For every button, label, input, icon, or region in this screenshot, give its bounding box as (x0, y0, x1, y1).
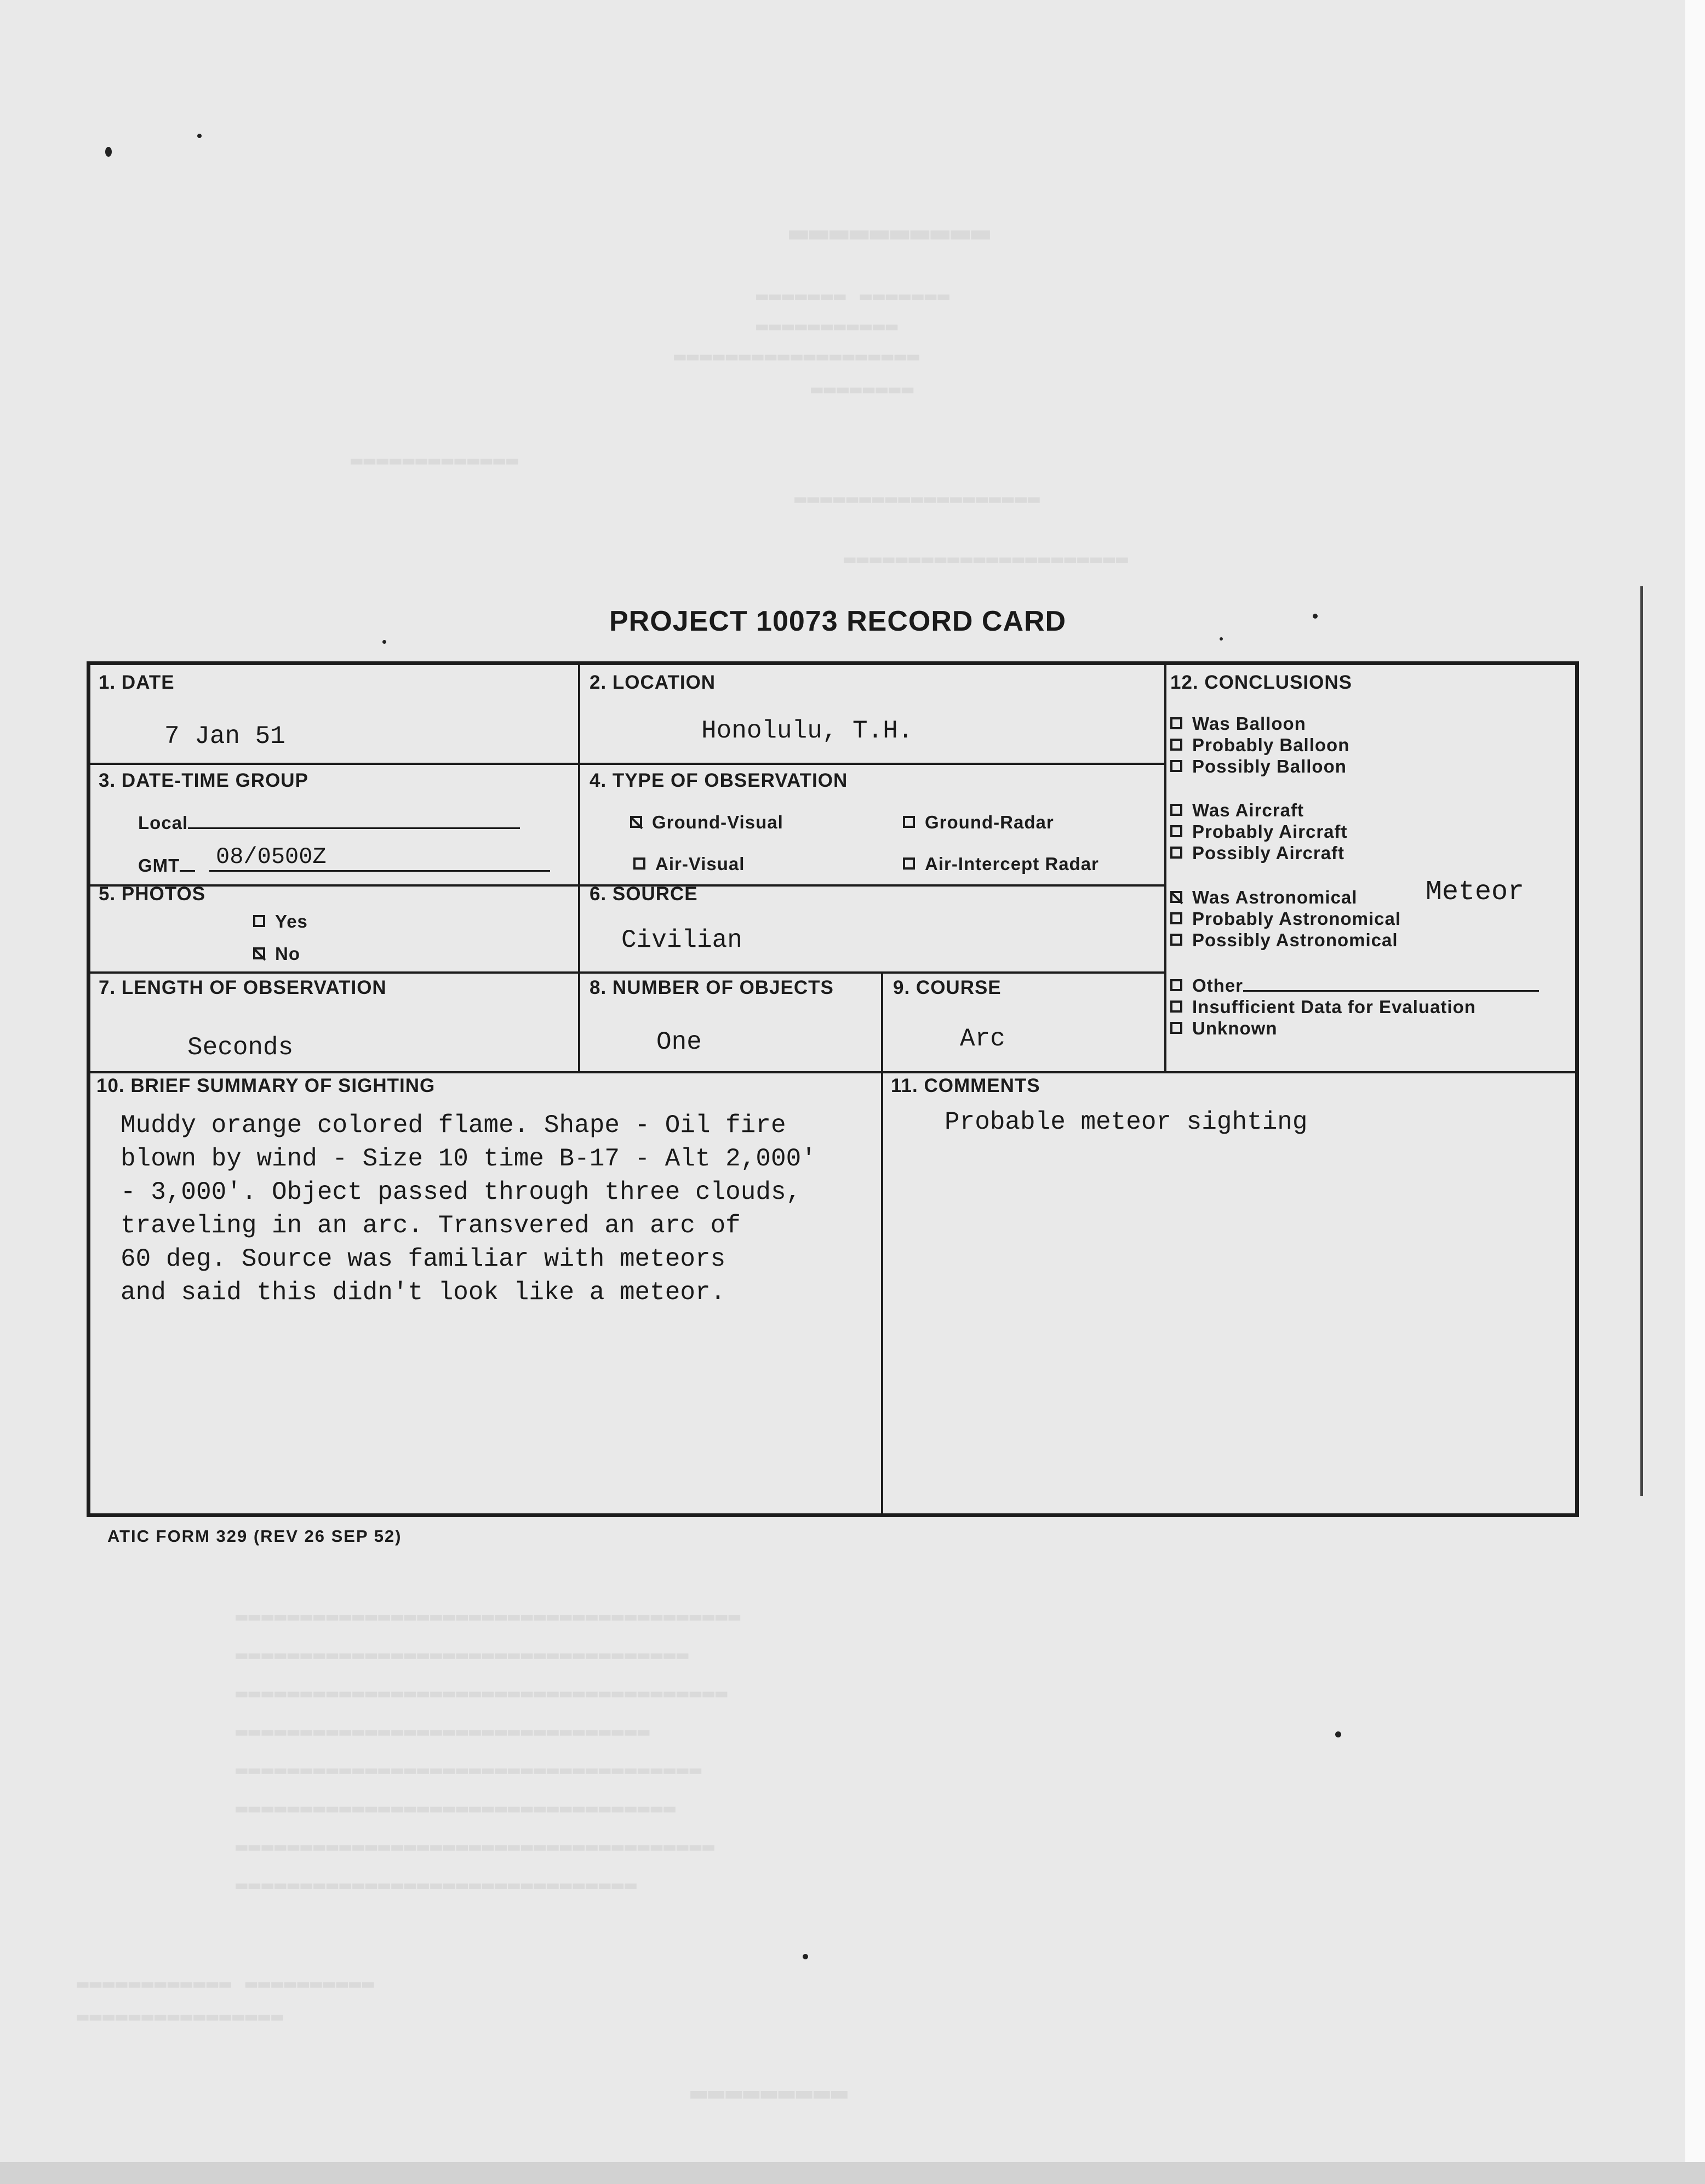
date-time-group-label: 3. DATE-TIME GROUP (99, 770, 308, 791)
row-divider (90, 763, 1164, 765)
form-number: ATIC FORM 329 (REV 26 SEP 52) (107, 1526, 402, 1546)
conclusion-option: Was Aircraft (1170, 800, 1304, 821)
summary-line: Muddy orange colored flame. Shape - Oil fire (121, 1111, 786, 1140)
conclusion-option: Possibly Aircraft (1170, 843, 1344, 864)
was-balloon-checkbox[interactable] (1170, 717, 1182, 729)
source-value: Civilian (621, 926, 742, 954)
bleed-through-text: ▬▬▬▬▬▬▬▬▬▬▬▬▬▬▬▬▬▬▬ (794, 488, 1041, 510)
conclusion-option: Possibly Balloon (1170, 756, 1347, 777)
photos-label: 5. PHOTOS (99, 883, 206, 905)
speck (105, 147, 112, 157)
bleed-through-text: ▬▬▬▬▬▬▬▬▬▬▬▬▬▬▬▬▬▬▬▬▬▬▬▬▬▬▬▬▬▬▬ (236, 1874, 638, 1896)
insufficient-data-checkbox[interactable] (1170, 1000, 1182, 1013)
conclusion-option: Was Balloon (1170, 713, 1306, 734)
bleed-through-text: ▬▬▬▬▬▬▬▬ (811, 378, 915, 401)
local-label: Local (138, 813, 188, 833)
gmt-underline (209, 855, 550, 876)
photos-option: Yes (253, 911, 308, 932)
ground-radar-checkbox[interactable] (903, 816, 915, 828)
summary-line: and said this didn't look like a meteor. (121, 1278, 726, 1307)
conclusion-option: Other (1170, 975, 1539, 996)
speck (382, 640, 386, 644)
summary-line: - 3,000'. Object passed through three clouds, (121, 1178, 802, 1207)
course-label: 9. COURSE (893, 977, 1002, 998)
row-divider (90, 971, 1164, 974)
bleed-through-text: ▬▬▬▬▬▬▬▬▬▬▬▬▬▬▬▬▬▬▬ (674, 345, 920, 368)
bleed-through-text: ▬▬▬▬▬▬▬▬▬▬▬▬ ▬▬▬▬▬▬▬▬▬▬ (77, 1973, 375, 1995)
row-divider (90, 1071, 1575, 1073)
date-value: 7 Jan 51 (164, 722, 285, 751)
bleed-through-text: ▬▬▬▬▬▬▬▬▬▬▬ (756, 315, 899, 338)
local-blank (188, 827, 520, 829)
comments-value: Probable meteor sighting (945, 1108, 1308, 1136)
possibly-aircraft-checkbox[interactable] (1170, 847, 1182, 859)
observation-option: Air-Intercept Radar (903, 854, 1099, 874)
observation-option: Ground-Radar (903, 812, 1054, 833)
unknown-checkbox[interactable] (1170, 1022, 1182, 1034)
summary-line: traveling in an arc. Transvered an arc of (121, 1211, 741, 1240)
speck (1335, 1731, 1341, 1737)
conclusion-option: Unknown (1170, 1018, 1277, 1039)
date-label: 1. DATE (99, 672, 175, 693)
length-of-observation-label: 7. LENGTH OF OBSERVATION (99, 977, 387, 998)
summary-line: blown by wind - Size 10 time B-17 - Alt 2,000' (121, 1145, 816, 1173)
type-of-observation-label: 4. TYPE OF OBSERVATION (590, 770, 848, 791)
probably-aircraft-checkbox[interactable] (1170, 825, 1182, 837)
ground-visual-checkbox[interactable] (630, 816, 642, 828)
page-rule (1640, 586, 1643, 1496)
gmt-blank-rest (209, 870, 550, 872)
bleed-through-text: ▬▬▬▬▬▬▬▬▬▬▬▬▬▬▬▬▬▬▬▬▬▬▬▬▬▬▬▬▬▬▬▬▬▬▬▬▬▬ (236, 1682, 729, 1705)
was-astronomical-checkbox[interactable] (1170, 891, 1182, 903)
probably-astronomical-checkbox[interactable] (1170, 912, 1182, 924)
bleed-through-text: ▬▬▬▬▬▬▬▬▬▬▬▬▬▬▬▬▬▬▬▬▬▬▬▬▬▬▬▬▬▬▬▬▬▬▬▬▬▬▬ (236, 1605, 742, 1628)
source-label: 6. SOURCE (590, 883, 698, 905)
course-value: Arc (960, 1025, 1005, 1053)
speck (1220, 637, 1223, 641)
observation-option: Ground-Visual (630, 812, 783, 833)
speck (803, 1954, 808, 1959)
bleed-through-text: ▬▬▬▬▬▬▬▬▬▬▬▬▬▬▬▬▬▬▬▬▬▬▬▬▬▬▬▬▬▬▬▬ (236, 1720, 651, 1743)
photos-option: No (253, 944, 300, 964)
location-label: 2. LOCATION (590, 672, 716, 693)
number-of-objects-label: 8. NUMBER OF OBJECTS (590, 977, 834, 998)
photos-no-checkbox[interactable] (253, 947, 265, 959)
summary-text (121, 1109, 816, 1310)
column-divider (881, 971, 883, 1517)
gmt-field (138, 855, 195, 876)
comments-label: 11. COMMENTS (891, 1075, 1040, 1096)
bleed-through-text: ▬▬▬▬▬▬▬▬▬▬▬▬▬▬▬▬ (77, 2005, 284, 2028)
bottom-strip (0, 2162, 1705, 2184)
bleed-through-text: ▬▬▬▬▬▬▬▬▬ (690, 2077, 849, 2108)
bleed-through-text: ▬▬▬▬▬▬▬▬▬▬▬▬▬▬▬▬▬▬▬▬▬▬▬▬▬▬▬▬▬▬▬▬▬▬▬▬ (236, 1759, 703, 1781)
other-blank (1243, 990, 1539, 992)
page-edge (1685, 0, 1705, 2184)
air-intercept-radar-checkbox[interactable] (903, 857, 915, 870)
bleed-through-text: ▬▬▬▬▬▬▬▬▬▬▬▬▬ (351, 449, 519, 472)
speck (197, 134, 202, 138)
column-divider (578, 665, 580, 1071)
conclusion-option: Probably Aircraft (1170, 821, 1348, 842)
gmt-value: 08/0500Z (216, 844, 327, 870)
number-of-objects-value: One (656, 1028, 702, 1056)
conclusion-option: Possibly Astronomical (1170, 930, 1398, 951)
card-title: PROJECT 10073 RECORD CARD (609, 605, 1067, 637)
conclusion-option: Probably Balloon (1170, 735, 1349, 756)
other-checkbox[interactable] (1170, 979, 1182, 991)
bleed-through-text: ▬▬▬▬▬▬▬▬▬▬▬▬▬▬▬▬▬▬▬▬▬▬ (844, 548, 1129, 570)
bleed-through-text: ▬▬▬▬▬▬▬▬▬▬▬▬▬▬▬▬▬▬▬▬▬▬▬▬▬▬▬▬▬▬▬▬▬▬ (236, 1797, 677, 1820)
length-of-observation-value: Seconds (187, 1033, 294, 1062)
possibly-balloon-checkbox[interactable] (1170, 760, 1182, 772)
gmt-blank (180, 870, 195, 872)
conclusion-option: Probably Astronomical (1170, 908, 1401, 929)
bleed-through-text: ▬▬▬▬▬▬▬ ▬▬▬▬▬▬▬ (756, 285, 951, 307)
possibly-astronomical-checkbox[interactable] (1170, 934, 1182, 946)
conclusions-label: 12. CONCLUSIONS (1170, 672, 1352, 693)
conclusion-option: Insufficient Data for Evaluation (1170, 997, 1476, 1017)
gmt-label: GMT (138, 855, 180, 876)
summary-line: 60 deg. Source was familiar with meteors (121, 1245, 726, 1273)
conclusion-annotation: Meteor (1426, 877, 1525, 908)
bleed-through-text: ▬▬▬▬▬▬▬▬▬▬▬▬▬▬▬▬▬▬▬▬▬▬▬▬▬▬▬▬▬▬▬▬▬▬▬ (236, 1644, 690, 1666)
local-time-field (138, 813, 520, 833)
summary-label: 10. BRIEF SUMMARY OF SIGHTING (96, 1075, 436, 1096)
speck (1313, 614, 1318, 619)
location-value: Honolulu, T.H. (701, 717, 913, 745)
probably-balloon-checkbox[interactable] (1170, 739, 1182, 751)
was-aircraft-checkbox[interactable] (1170, 804, 1182, 816)
observation-option: Air-Visual (633, 854, 745, 874)
bleed-through-text: ▬▬▬▬▬▬▬▬▬▬ (789, 214, 992, 251)
column-divider (1164, 665, 1166, 1071)
conclusion-option: Was Astronomical (1170, 887, 1357, 908)
bleed-through-text: ▬▬▬▬▬▬▬▬▬▬▬▬▬▬▬▬▬▬▬▬▬▬▬▬▬▬▬▬▬▬▬▬▬▬▬▬▬ (236, 1836, 716, 1858)
air-visual-checkbox[interactable] (633, 857, 645, 870)
photos-yes-checkbox[interactable] (253, 915, 265, 927)
